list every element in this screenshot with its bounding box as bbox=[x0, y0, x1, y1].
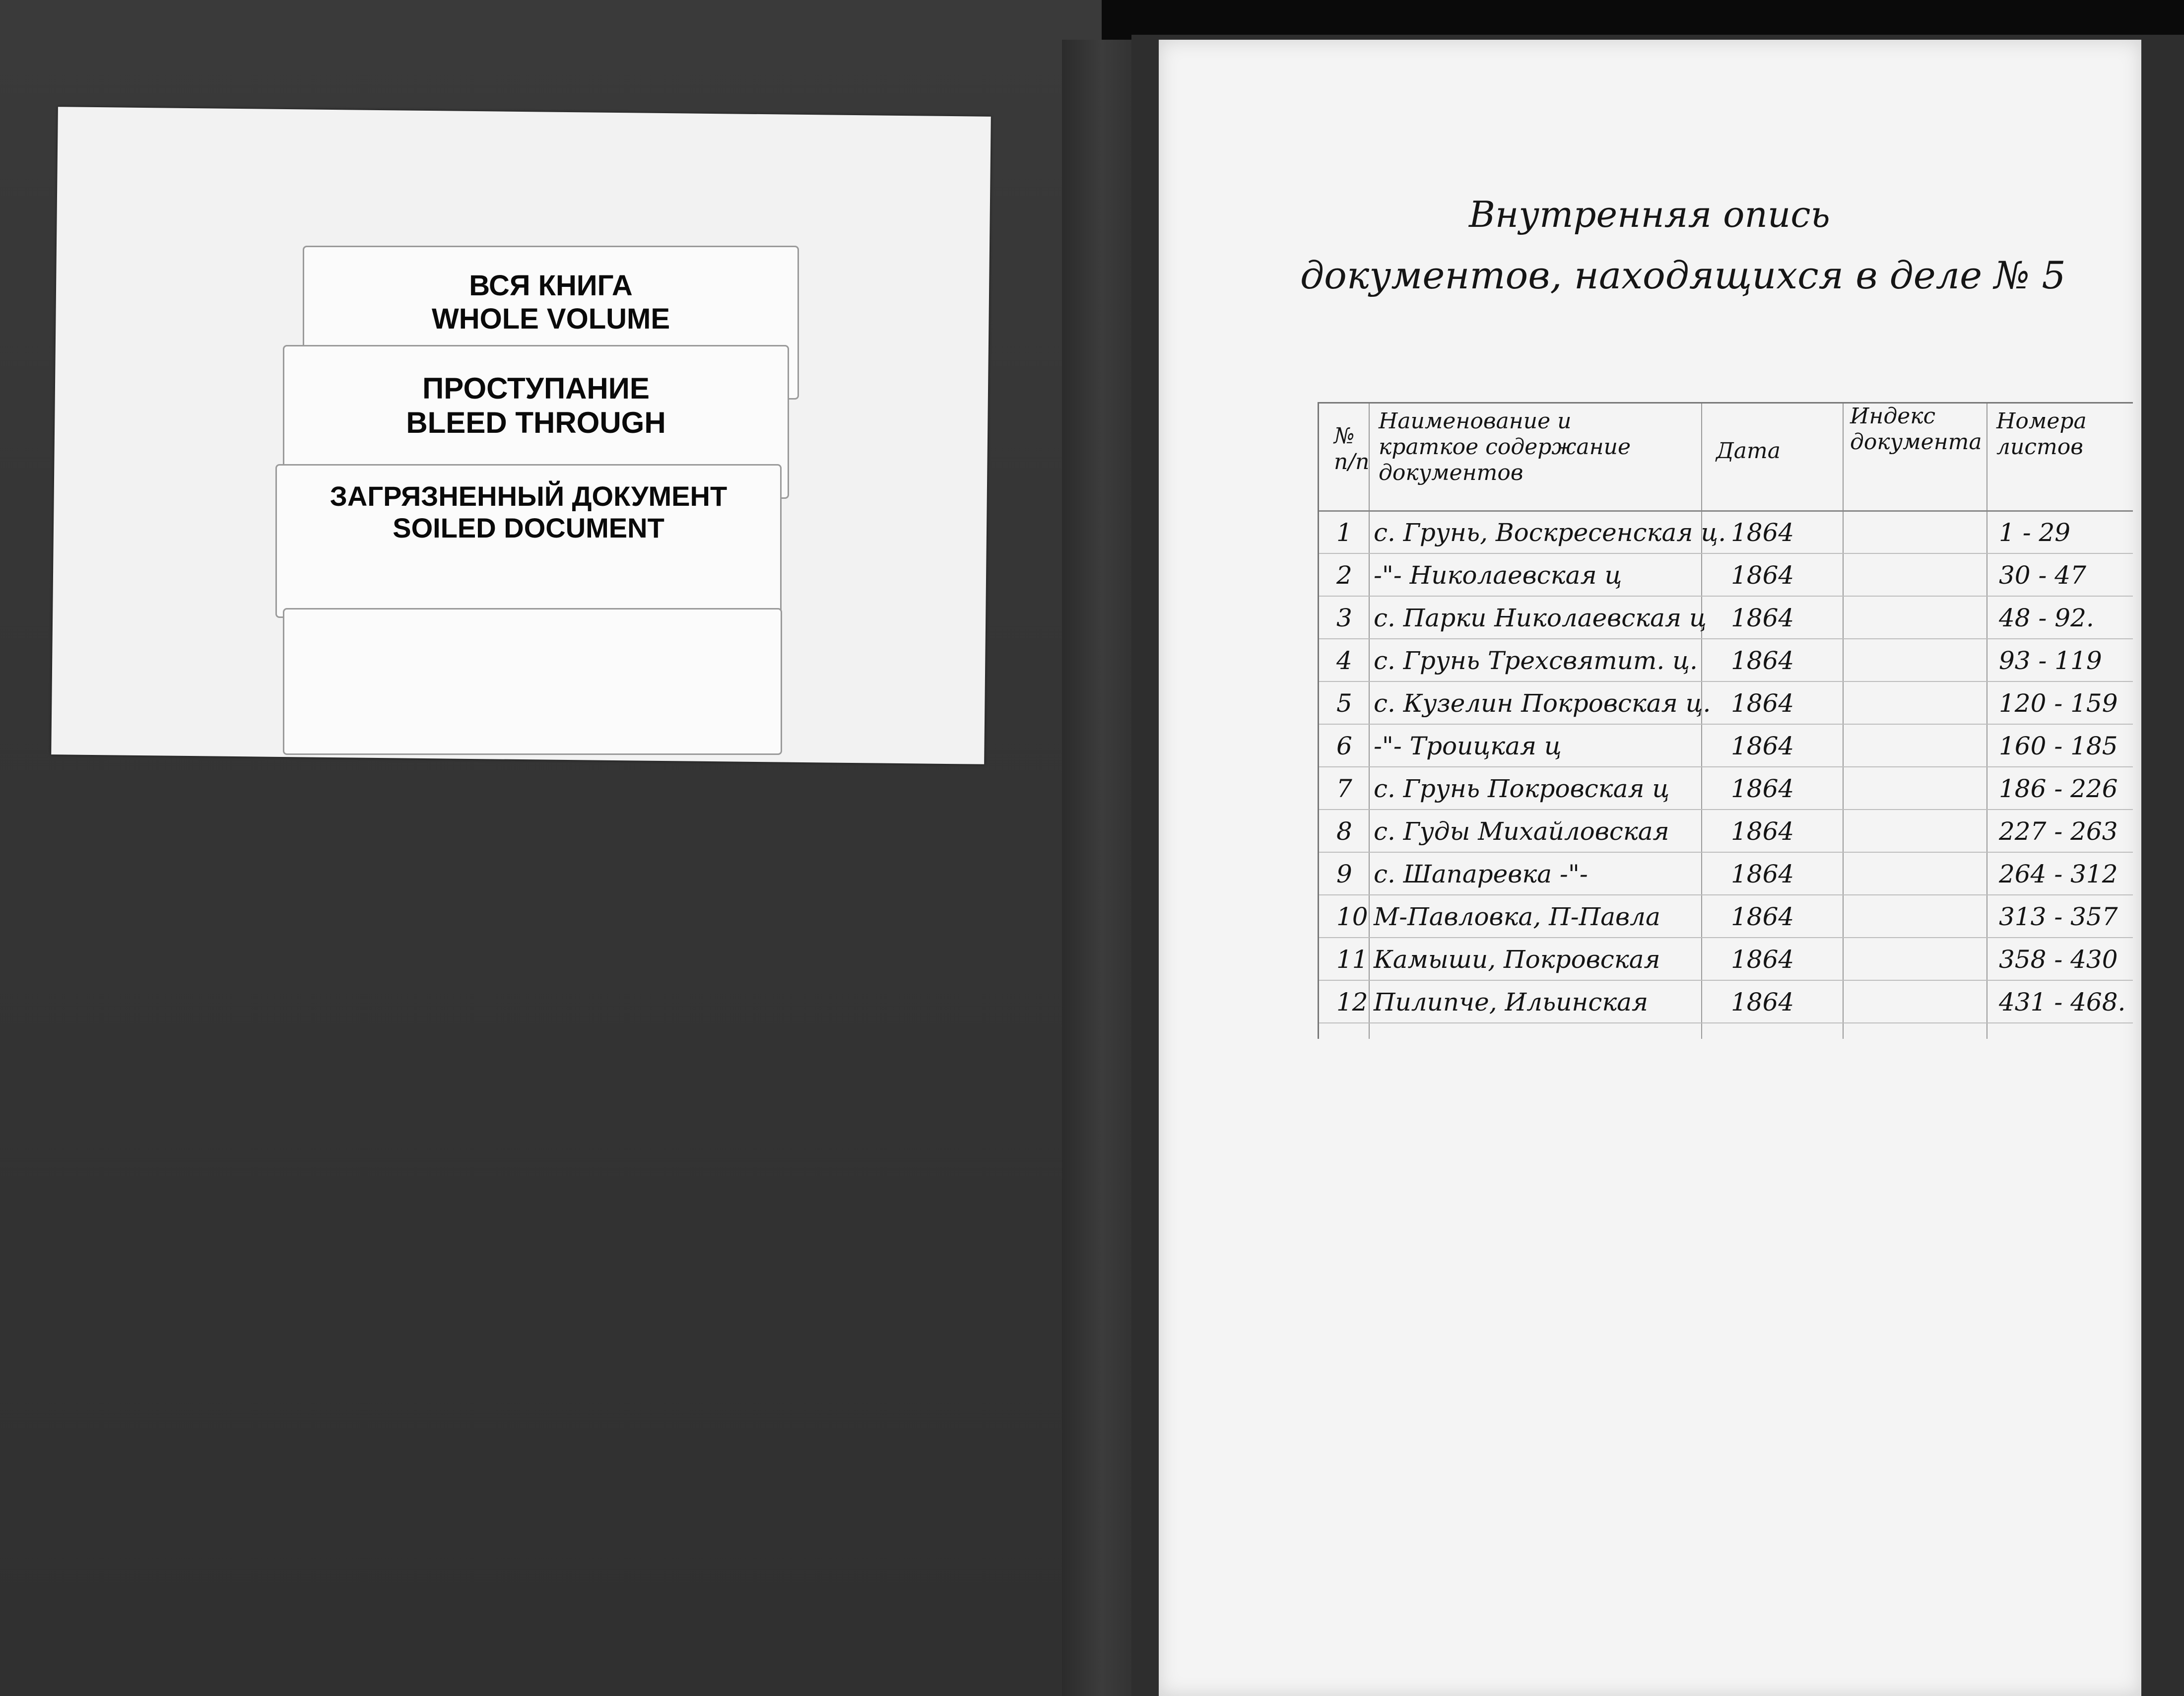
table-row bbox=[1319, 724, 2133, 767]
row-name: с. Грунь Трехсвятит. ц. bbox=[1374, 646, 1698, 675]
header-pages bbox=[1996, 408, 2087, 460]
row-pages: 313 - 357 bbox=[1999, 902, 2118, 931]
header-name bbox=[1379, 408, 1631, 486]
flag-label-ru: ПРОСТУПАНИЕ bbox=[422, 372, 650, 405]
header-index-line2: документа bbox=[1850, 429, 1982, 455]
header-index bbox=[1850, 404, 1982, 455]
row-pages: 48 - 92. bbox=[1999, 604, 2094, 632]
header-pages-line2: листов bbox=[1996, 434, 2083, 460]
row-pages: 93 - 119 bbox=[1999, 646, 2102, 675]
header-name-line3: документов bbox=[1379, 460, 1523, 485]
row-name: с. Грунь Покровская ц bbox=[1374, 774, 1670, 803]
row-pages: 1 - 29 bbox=[1999, 518, 2071, 547]
table-row bbox=[1319, 809, 2133, 853]
row-num: 5 bbox=[1336, 689, 1352, 718]
page-title: Внутренняя опись bbox=[1469, 194, 1830, 235]
row-date: 1864 bbox=[1731, 732, 1794, 760]
row-date: 1864 bbox=[1731, 902, 1794, 931]
header-num-line2: п/п bbox=[1334, 449, 1370, 475]
row-date: 1864 bbox=[1731, 518, 1794, 547]
table-row bbox=[1319, 510, 2133, 554]
row-date: 1864 bbox=[1731, 561, 1794, 590]
row-name: -"- Троицкая ц bbox=[1374, 732, 1562, 760]
row-pages: 120 - 159 bbox=[1999, 689, 2118, 718]
row-date: 1864 bbox=[1731, 860, 1794, 888]
row-num: 7 bbox=[1336, 774, 1352, 803]
row-pages: 30 - 47 bbox=[1999, 561, 2086, 590]
row-pages: 227 - 263 bbox=[1999, 817, 2118, 846]
row-date: 1864 bbox=[1731, 774, 1794, 803]
header-name-line2: краткое содержание bbox=[1379, 434, 1631, 460]
row-pages: 431 - 468. bbox=[1999, 988, 2126, 1017]
row-date: 1864 bbox=[1731, 689, 1794, 718]
header-num bbox=[1334, 423, 1370, 475]
row-name: с. Кузелин Покровская ц. bbox=[1374, 689, 1711, 718]
row-num: 2 bbox=[1336, 561, 1352, 590]
row-date: 1864 bbox=[1731, 604, 1794, 632]
row-num: 4 bbox=[1336, 646, 1352, 675]
table-row bbox=[1319, 766, 2133, 810]
inventory-table bbox=[1318, 402, 2133, 1039]
table-row bbox=[1319, 852, 2133, 895]
table-row bbox=[1319, 553, 2133, 597]
row-pages: 160 - 185 bbox=[1999, 732, 2118, 760]
header-index-line1: Индекс bbox=[1850, 404, 1936, 429]
page-subtitle: документов, находящихся в деле № 5 bbox=[1300, 253, 2066, 297]
row-name: с. Гуды Михайловская bbox=[1374, 817, 1669, 846]
table-row bbox=[1319, 681, 2133, 725]
row-num: 12 bbox=[1336, 988, 1368, 1017]
row-num: 1 bbox=[1336, 518, 1352, 547]
row-num: 3 bbox=[1336, 604, 1352, 632]
row-num: 10 bbox=[1336, 902, 1368, 931]
header-pages-line1: Номера bbox=[1996, 408, 2087, 434]
row-pages: 186 - 226 bbox=[1999, 774, 2118, 803]
row-name: с. Шапаревка -"- bbox=[1374, 860, 1588, 888]
row-date: 1864 bbox=[1731, 817, 1794, 846]
row-name: Пилипче, Ильинская bbox=[1374, 988, 1649, 1017]
row-num: 11 bbox=[1336, 945, 1368, 974]
row-date: 1864 bbox=[1731, 988, 1794, 1017]
row-pages: 358 - 430 bbox=[1999, 945, 2118, 974]
row-num: 6 bbox=[1336, 732, 1352, 760]
flag-label-ru: ЗАГРЯЗНЕННЫЙ ДОКУМЕНТ bbox=[330, 480, 728, 512]
flag-soiled-document bbox=[275, 464, 782, 618]
header-num-line1: № bbox=[1334, 423, 1355, 449]
row-pages: 264 - 312 bbox=[1999, 860, 2118, 888]
table-row bbox=[1319, 937, 2133, 981]
table-row bbox=[1319, 638, 2133, 682]
row-num: 9 bbox=[1336, 860, 1352, 888]
row-date: 1864 bbox=[1731, 945, 1794, 974]
header-name-line1: Наименование и bbox=[1379, 408, 1572, 434]
table-row bbox=[1319, 894, 2133, 938]
flag-label-en: BLEED THROUGH bbox=[406, 406, 666, 439]
row-name: с. Парки Николаевская ц bbox=[1374, 604, 1707, 632]
table-row bbox=[1319, 596, 2133, 639]
row-date: 1864 bbox=[1731, 646, 1794, 675]
flag-blank bbox=[283, 608, 782, 755]
flag-label-ru: ВСЯ КНИГА bbox=[469, 270, 633, 302]
row-name: -"- Николаевская ц bbox=[1374, 561, 1622, 590]
table-header-row bbox=[1319, 404, 2133, 512]
header-date: Дата bbox=[1716, 438, 1781, 464]
row-name: М-Павловка, П-Павла bbox=[1374, 902, 1660, 931]
row-name: с. Грунь, Воскресенская ц. bbox=[1374, 518, 1726, 547]
flag-label-en: SOILED DOCUMENT bbox=[393, 512, 664, 544]
table-row bbox=[1319, 980, 2133, 1023]
row-num: 8 bbox=[1336, 817, 1352, 846]
row-name: Камыши, Покровская bbox=[1374, 945, 1660, 974]
flag-label-en: WHOLE VOLUME bbox=[431, 302, 670, 335]
